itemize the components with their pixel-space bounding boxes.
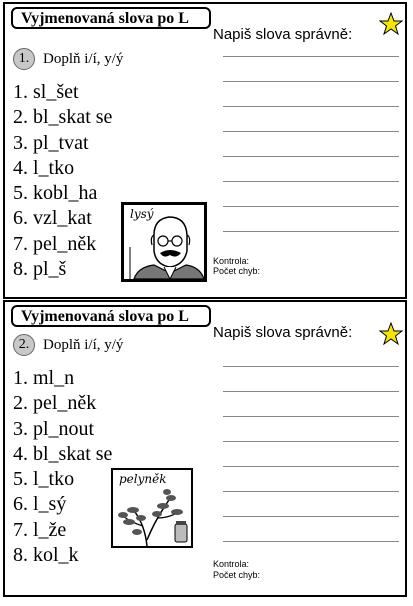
picture-bald-man	[121, 202, 207, 282]
picture-label: pelyněk	[119, 472, 167, 486]
word-item: 6. vzl_kat	[13, 207, 92, 230]
task-instruction	[13, 334, 123, 356]
error-count-label: Počet chyb:	[213, 266, 261, 276]
word-item: 8. kol_k	[13, 544, 79, 567]
task-text: Doplň i/í, y/ý	[43, 336, 124, 353]
word-item: 7. l_že	[13, 518, 67, 541]
word-item: 6. l_sý	[13, 493, 67, 516]
word-list	[13, 366, 112, 568]
star-icon	[379, 12, 403, 36]
word-item: 3. pl_tvat	[13, 131, 89, 154]
error-count-label: Počet chyb:	[213, 570, 261, 580]
worksheet-card-1	[3, 2, 407, 299]
word-item: 3. pl_nout	[13, 417, 95, 440]
picture-wormwood	[111, 468, 193, 548]
bald-man-glasses-mustache-icon	[124, 205, 204, 279]
task-instruction	[13, 48, 123, 70]
card-title: Vyjmenovaná slova po L	[11, 305, 211, 327]
task-number-badge: 2.	[13, 334, 35, 356]
word-item: 5. l_tko	[13, 468, 75, 491]
word-item: 2. pel_něk	[13, 392, 97, 415]
star-icon	[379, 322, 403, 346]
card-title: Vyjmenovaná slova po L	[11, 7, 211, 29]
worksheet-card-2	[3, 300, 407, 597]
word-item: 1. ml_n	[13, 367, 75, 389]
picture-label: lysý	[130, 207, 154, 221]
word-item: 1. sl_šet	[13, 81, 79, 103]
word-item: 4. l_tko	[13, 156, 75, 179]
task-text: Doplň i/í, y/ý	[43, 50, 124, 67]
kontrola-label: Kontrola:	[213, 559, 250, 569]
kontrola-label: Kontrola:	[213, 256, 250, 266]
word-item: 7. pel_něk	[13, 232, 97, 255]
word-item: 5. kobl_ha	[13, 182, 98, 205]
word-item: 8. pl_š	[13, 258, 67, 281]
word-list	[13, 80, 112, 282]
wormwood-plant-jar-icon	[113, 470, 191, 546]
rewrite-heading: Napiš slova správně:	[213, 26, 353, 43]
word-item: 4. bl_skat se	[13, 442, 113, 465]
rewrite-heading: Napiš slova správně:	[213, 324, 353, 341]
task-number-badge: 1.	[13, 48, 35, 70]
word-item: 2. bl_skat se	[13, 106, 113, 129]
